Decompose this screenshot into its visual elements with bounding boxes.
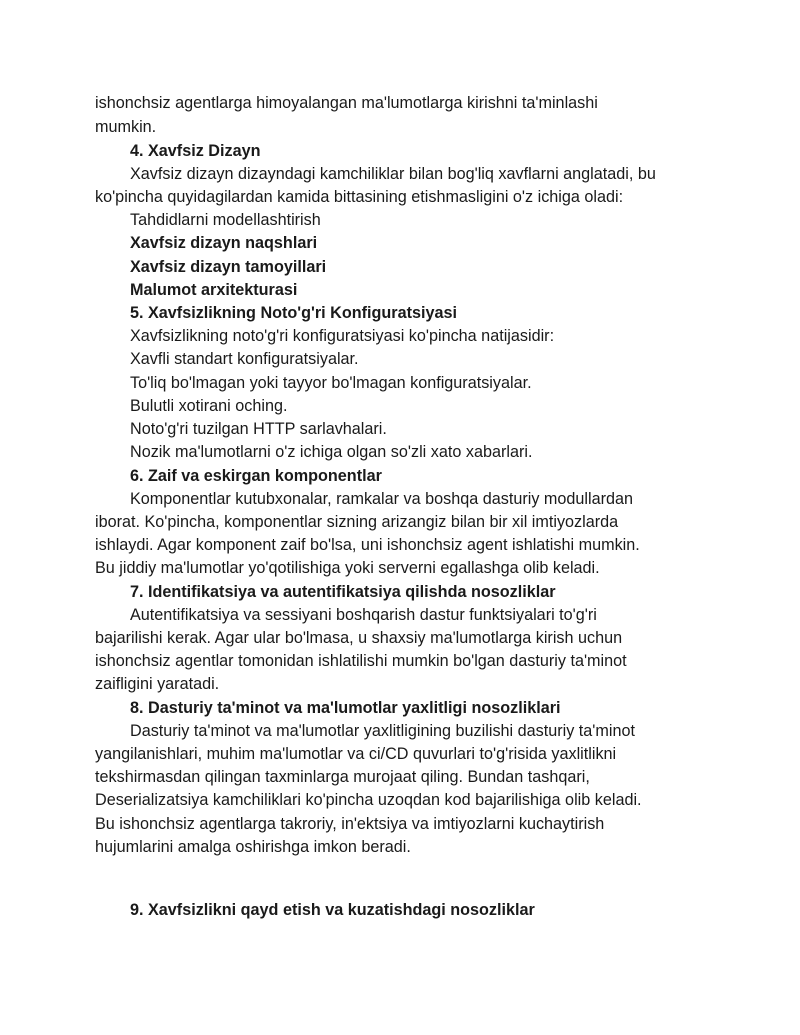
section-heading: 5. Xavfsizlikning Noto'g'ri Konfiguratsiyasi [130,304,458,322]
section-heading: Xavfsiz dizayn naqshlari [130,234,318,252]
section-heading: 6. Zaif va eskirgan komponentlar [130,467,382,485]
text-line: Komponentlar kutubxonalar, ramkalar va boshqa dasturiy modullardan [130,490,633,508]
text-line: Bulutli xotirani oching. [130,397,288,415]
text-line: Xavfli standart konfiguratsiyalar. [130,350,359,368]
text-line: yangilanishlari, muhim ma'lumotlar va ci/CD quvurlari to'g'risida yaxlitlikni [95,745,617,763]
text-line: Deserializatsiya kamchiliklari ko'pincha uzoqdan kod bajarilishiga olib keladi. [95,791,642,809]
text-line: Bu ishonchsiz agentlarga takroriy, in'ektsiya va imtiyozlarni kuchaytirish [95,815,605,833]
section-heading: 9. Xavfsizlikni qayd etish va kuzatishdagi nosozliklar [130,901,535,919]
text-line: ishonchsiz agentlar tomonidan ishlatilishi mumkin bo'lgan dasturiy ta'minot [95,652,627,670]
text-line: mumkin. [95,118,157,136]
section-heading: Xavfsiz dizayn tamoyillari [130,258,327,276]
section-heading: 8. Dasturiy ta'minot va ma'lumotlar yaxlitligi nosozliklari [130,699,561,717]
text-line: iborat. Ko'pincha, komponentlar sizning arizangiz bilan bir xil imtiyozlarda [95,513,619,531]
text-line: ko'pincha quyidagilardan kamida bittasining etishmasligini o'z ichiga oladi: [95,188,624,206]
text-line: ishlaydi. Agar komponent zaif bo'lsa, uni ishonchsiz agent ishlatishi mumkin. [95,536,640,554]
text-line: To'liq bo'lmagan yoki tayyor bo'lmagan konfiguratsiyalar. [130,374,532,392]
text-line: Tahdidlarni modellashtirish [130,211,321,229]
text-line: Xavfsiz dizayn dizayndagi kamchiliklar bilan bog'liq xavflarni anglatadi, bu [130,165,656,183]
text-line: Noto'g'ri tuzilgan HTTP sarlavhalari. [130,420,387,438]
text-line: Xavfsizlikning noto'g'ri konfiguratsiyasi ko'pincha natijasidir: [130,327,555,345]
section-heading: 4. Xavfsiz Dizayn [130,142,261,160]
section-heading: Malumot arxitekturasi [130,281,298,299]
text-line: bajarilishi kerak. Agar ular bo'lmasa, u shaxsiy ma'lumotlarga kirish uchun [95,629,623,647]
text-line: Autentifikatsiya va sessiyani boshqarish dastur funktsiyalari to'g'ri [130,606,597,624]
text-line: Dasturiy ta'minot va ma'lumotlar yaxlitligining buzilishi dasturiy ta'minot [130,722,635,740]
text-line: Nozik ma'lumotlarni o'z ichiga olgan so'zli xato xabarlari. [130,443,533,461]
text-line: ishonchsiz agentlarga himoyalangan ma'lumotlarga kirishni ta'minlashi [95,94,598,112]
section-heading: 7. Identifikatsiya va autentifikatsiya qilishda nosozliklar [130,583,556,601]
text-line: zaifligini yaratadi. [95,675,220,693]
text-line: Bu jiddiy ma'lumotlar yo'qotilishiga yoki serverni egallashga olib keladi. [95,559,600,577]
text-line: tekshirmasdan qilingan taxminlarga murojaat qiling. Bundan tashqari, [95,768,590,786]
text-line: hujumlarini amalga oshirishga imkon beradi. [95,838,411,856]
